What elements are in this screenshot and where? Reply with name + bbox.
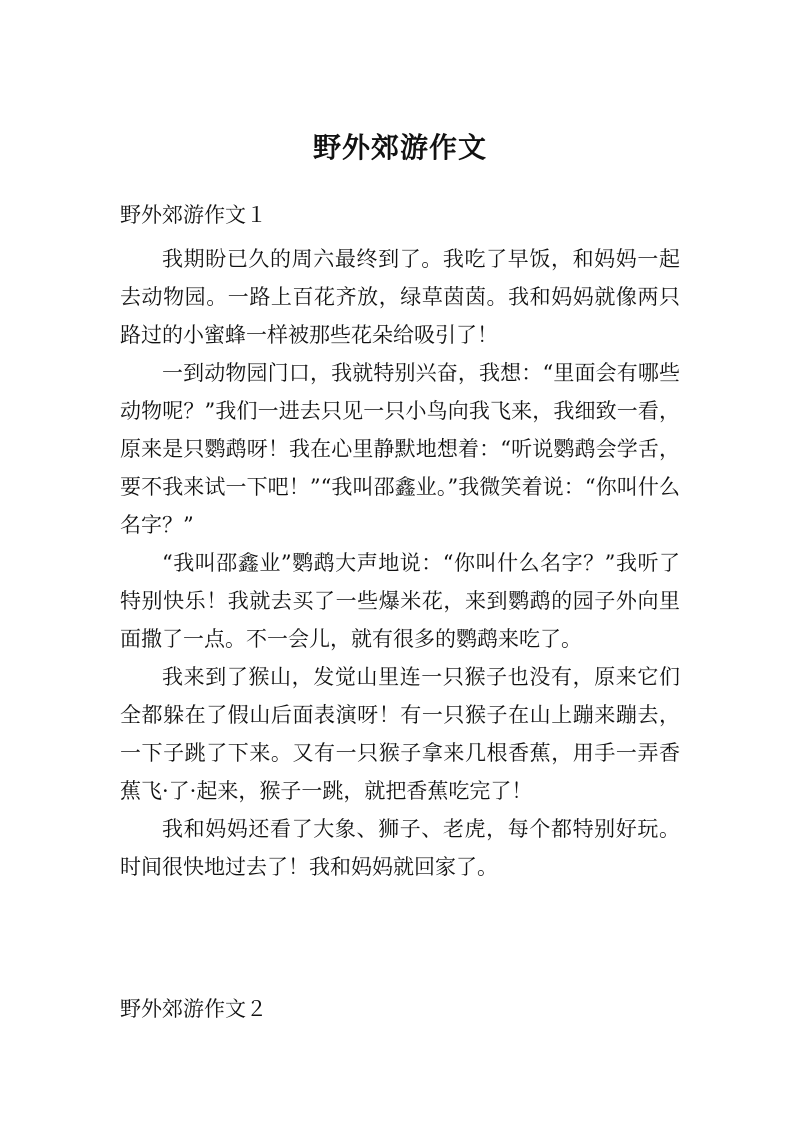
section-heading-1: 野外郊游作文１ xyxy=(120,203,267,227)
paragraph: 我和妈妈还看了大象、狮子、老虎，每个都特别好玩。时间很快地过去了！我和妈妈就回家了。 xyxy=(120,817,680,879)
paragraph: 一到动物园门口，我就特别兴奋，我想：“里面会有哪些动物呢？”我们一进去只见一只小鸟向我飞来，我细致一看，原来是只鹦鹉呀！我在心里静默地想着：“听说鹦鹉会学舌，要不我来试一下吧！”“我叫邵鑫业。”我微笑着说：“你叫什么名字？” xyxy=(120,361,680,537)
section-body-1 xyxy=(120,240,680,886)
paragraph: 我来到了猴山，发觉山里连一只猴子也没有，原来它们全都躲在了假山后面表演呀！有一只猴子在山上蹦来蹦去，一下子跳了下来。又有一只猴子拿来几根香蕉，用手一弄香蕉飞·了·起来，猴子一跳，就把香蕉吃完了！ xyxy=(120,665,680,803)
paragraph: “我叫邵鑫业”鹦鹉大声地说：“你叫什么名字？”我听了特别快乐！我就去买了一些爆米花，来到鹦鹉的园子外向里面撒了一点。不一会儿，就有很多的鹦鹉来吃了。 xyxy=(120,551,680,651)
document-title: 野外郊游作文 xyxy=(312,131,487,164)
paragraph: 我期盼已久的周六最终到了。我吃了早饭，和妈妈一起去动物园。一路上百花齐放，绿草茵茵。我和妈妈就像两只路过的小蜜蜂一样被那些花朵给吸引了！ xyxy=(120,247,680,347)
section-heading-2: 野外郊游作文２ xyxy=(120,997,267,1021)
